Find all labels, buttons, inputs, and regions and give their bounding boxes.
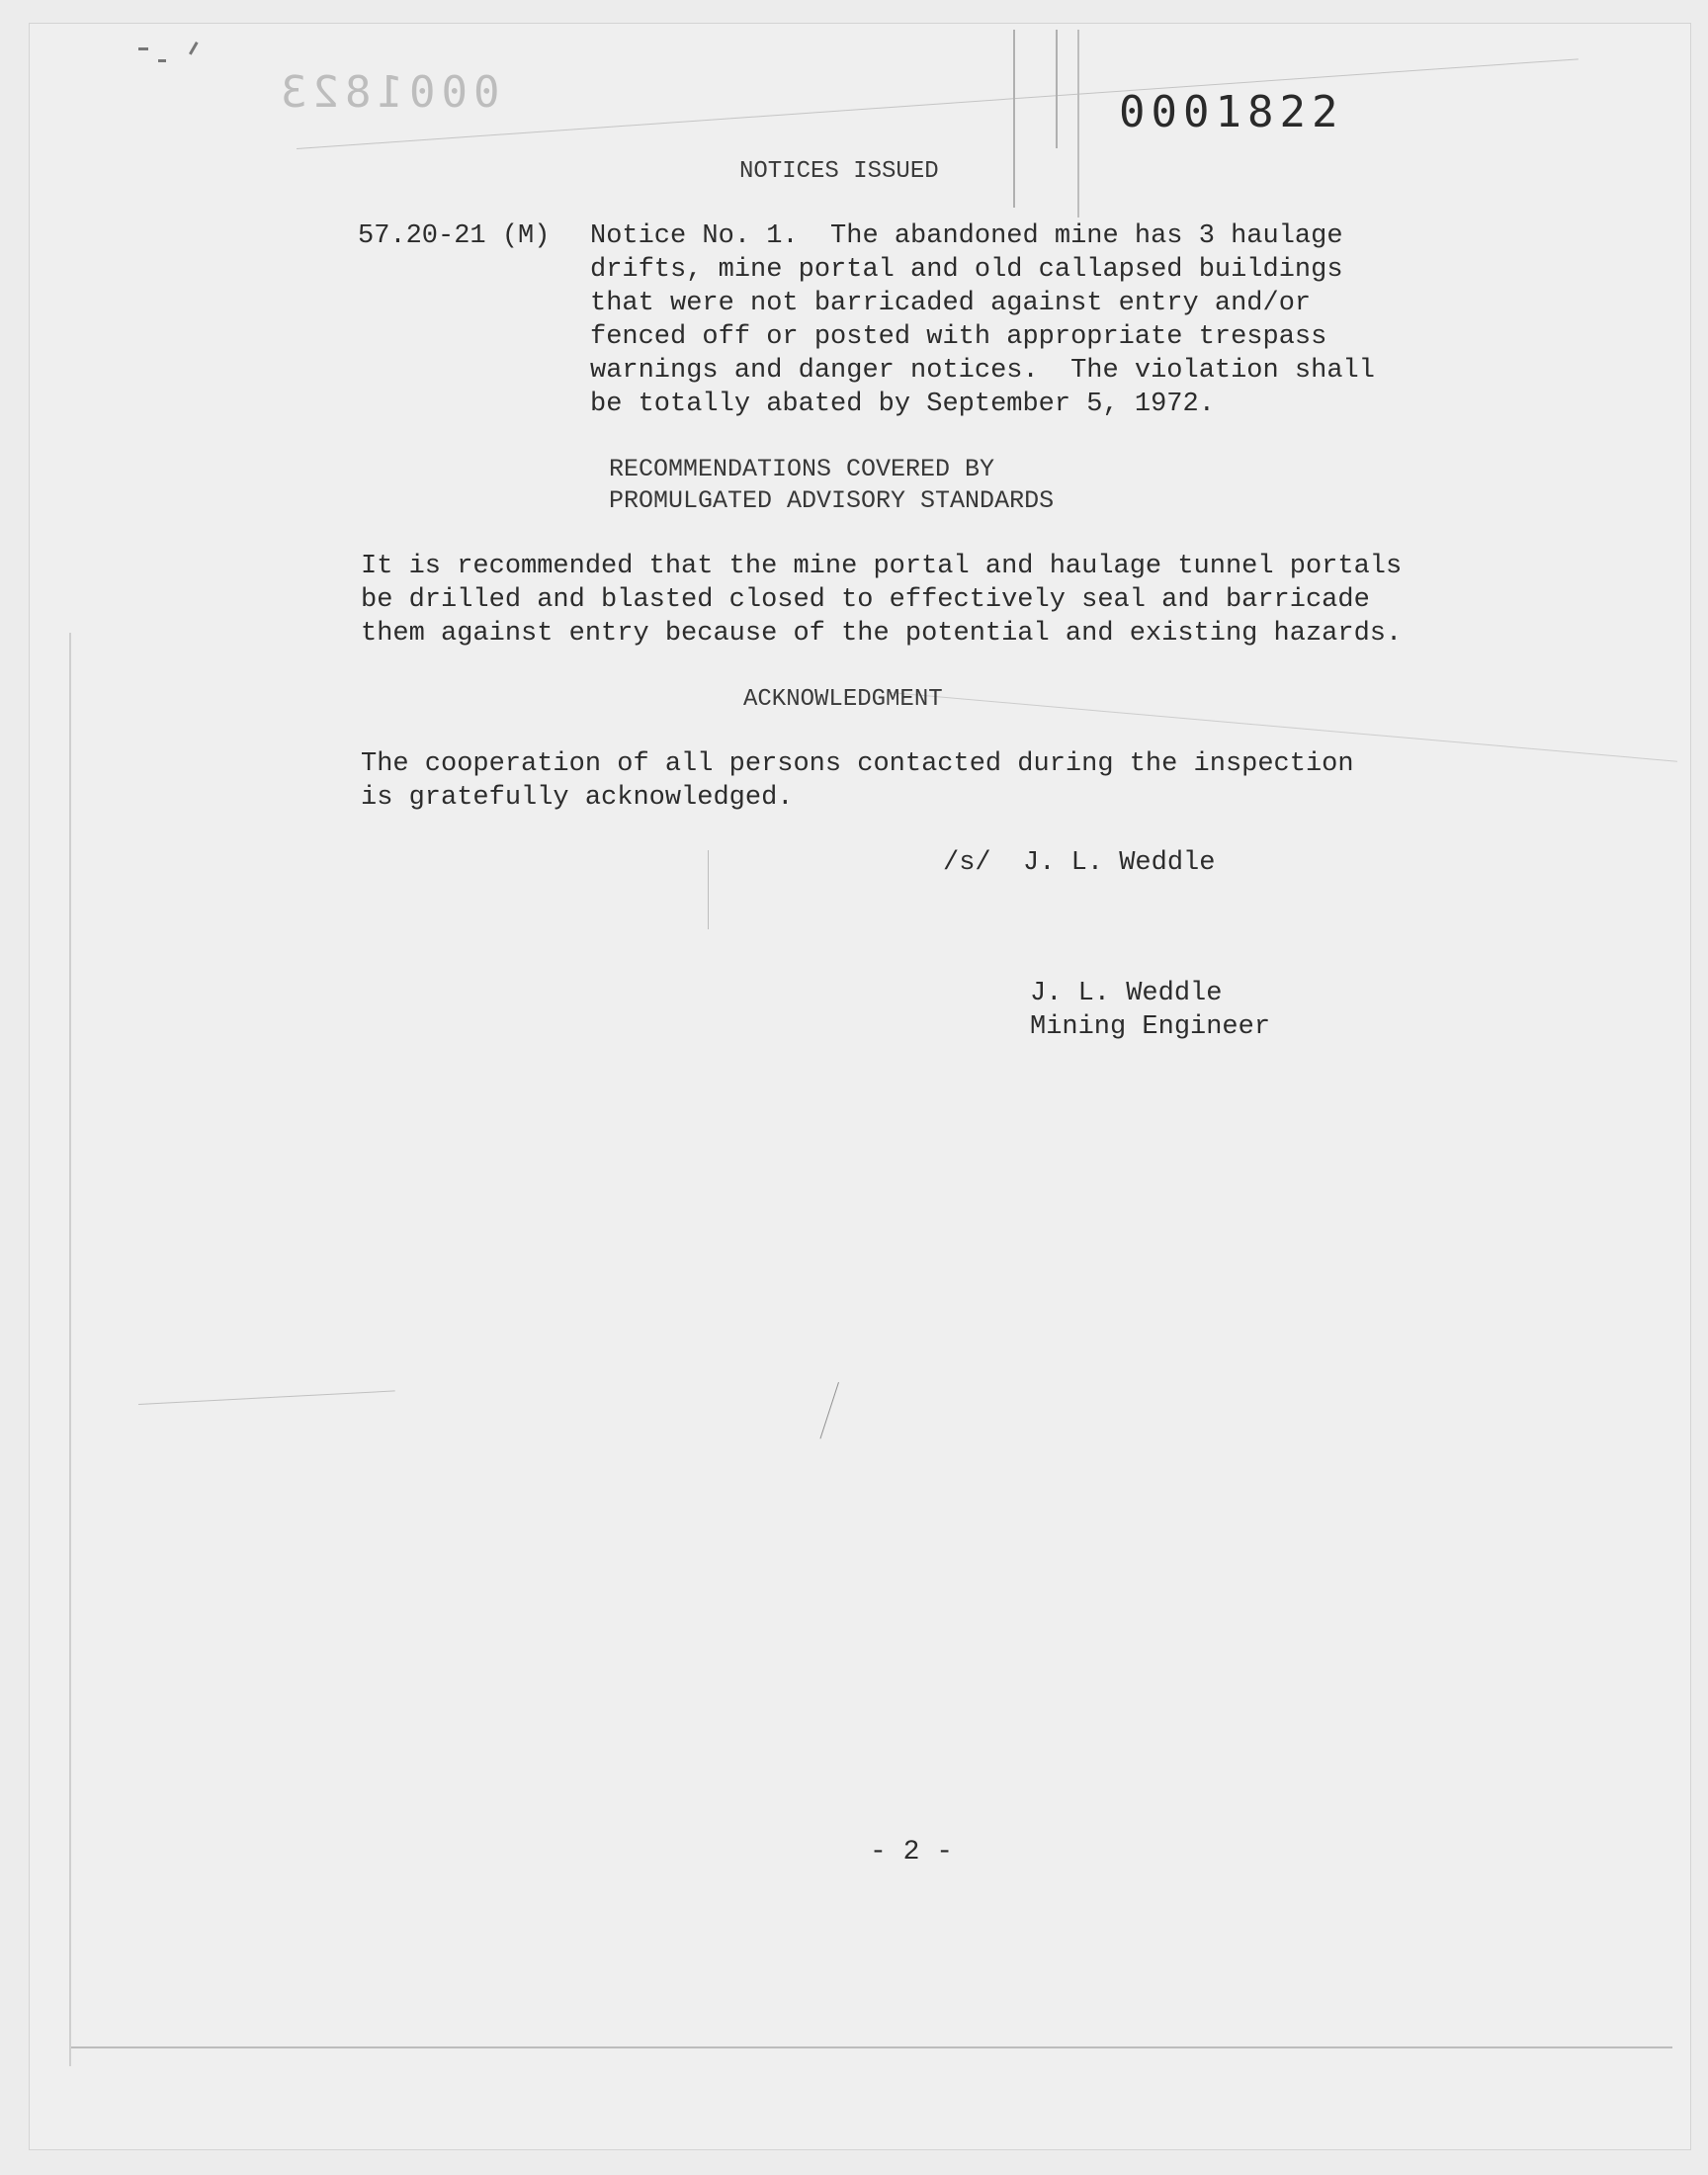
notice-line: drifts, mine portal and old callapsed buildings <box>590 255 1343 285</box>
notices-issued-heading: NOTICES ISSUED <box>739 158 939 185</box>
acknowledgment-heading: ACKNOWLEDGMENT <box>743 686 943 713</box>
signer-title: Mining Engineer <box>1030 1012 1271 1042</box>
scan-mark <box>708 850 709 929</box>
scan-mark <box>1077 30 1079 218</box>
document-number: 0001822 <box>1119 87 1344 137</box>
recommendations-heading: RECOMMENDATIONS COVERED BY <box>609 455 995 483</box>
notice-line: fenced off or posted with appropriate trespass <box>590 322 1327 352</box>
scan-mark <box>1013 30 1015 208</box>
recommendations-heading: PROMULGATED ADVISORY STANDARDS <box>609 486 1055 515</box>
scan-mark <box>158 59 166 62</box>
recommendation-line: them against entry because of the potential and existing hazards. <box>361 619 1403 649</box>
ghost-document-number: 0001823 <box>275 67 500 118</box>
recommendation-line: It is recommended that the mine portal and haulage tunnel portals <box>361 552 1403 581</box>
paper-edge-bottom <box>71 2046 1672 2048</box>
acknowledgment-line: is gratefully acknowledged. <box>361 783 794 813</box>
notice-line: Notice No. 1. The abandoned mine has 3 haulage <box>590 221 1343 251</box>
paper-edge-left <box>69 633 71 2066</box>
signer-name: J. L. Weddle <box>1030 979 1223 1008</box>
standard-citation: 57.20-21 (M) <box>358 221 551 251</box>
notice-line: warnings and danger notices. The violation shall <box>590 356 1375 386</box>
signature-line: /s/ J. L. Weddle <box>943 848 1216 878</box>
page-number: - 2 - <box>870 1837 954 1868</box>
scan-mark <box>1056 30 1058 148</box>
recommendation-line: be drilled and blasted closed to effectively seal and barricade <box>361 585 1370 615</box>
acknowledgment-line: The cooperation of all persons contacted during the inspection <box>361 749 1354 779</box>
notice-line: that were not barricaded against entry and/or <box>590 289 1312 318</box>
scan-mark <box>138 47 148 50</box>
notice-line: be totally abated by September 5, 1972. <box>590 390 1215 419</box>
